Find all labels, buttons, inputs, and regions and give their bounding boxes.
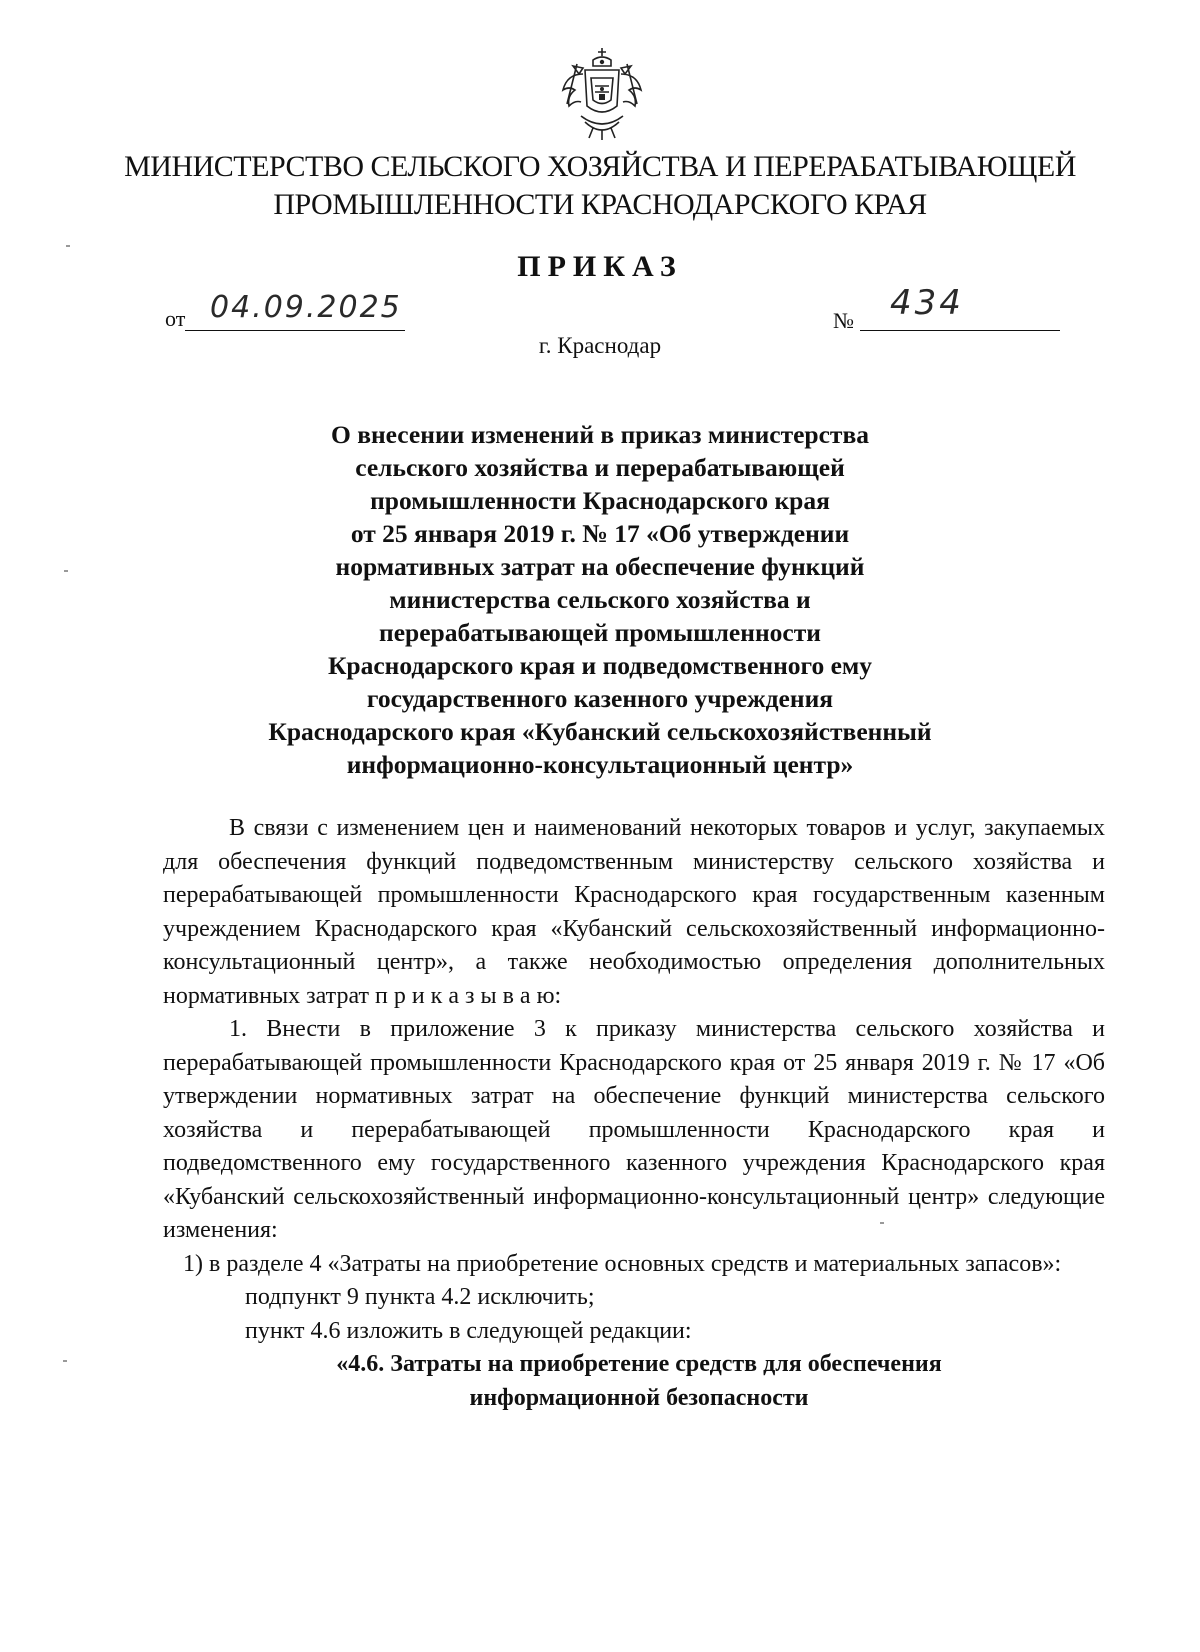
ministry-name-line2: ПРОМЫШЛЕННОСТИ КРАСНОДАРСКОГО КРАЯ (273, 188, 927, 221)
subitem-1a-paragraph: подпункт 9 пункта 4.2 исключить; (245, 1284, 595, 1310)
subitem-1b-paragraph: пункт 4.6 изложить в следующей редакции: (245, 1317, 692, 1344)
date-label: от (165, 306, 186, 331)
ministry-name (100, 148, 1100, 224)
scan-speck (63, 1360, 67, 1362)
date-underline (185, 330, 405, 331)
section-title-line2: информационной безопасности (469, 1384, 809, 1411)
item-1-paragraph: 1. Внести в приложение 3 к приказу министерства сельского хозяйства и перерабатывающей промышленности Краснодарского края от 25 января 2019 г. № 17 «Об утверждении нормативных затрат на обеспечение функций министерства сельского хозяйства и перерабатывающей промышленности Краснодарского края и подведомственного ему государственного казенного учреждения Краснодарского края «Кубанский сельскохозяйственный информационно-консультационный центр» следующие изменения: (163, 1016, 1105, 1243)
section-title-line1: «4.6. Затраты на приобретение средств для обеспечения (336, 1351, 942, 1377)
preamble-paragraph: В связи с изменением цен и наименований некоторых товаров и услуг, закупаемых для обеспечения функций подведомственным министерству сельского хозяйства и перерабатывающей промышленности Краснодарского края государственным казенным учреждением Краснодарского края «Кубанский сельскохозяйственный информационно-консультационный центр», а также необходимостью определения дополнительных нормативных затрат п р и к а з ы в а ю: (163, 815, 1105, 1009)
scan-speck (66, 245, 70, 247)
scan-speck (64, 570, 68, 572)
coat-of-arms-emblem (555, 44, 649, 144)
title-line: от 25 января 2019 г. № 17 «Об утверждении (350, 519, 850, 548)
title-line: государственного казенного учреждения (366, 684, 834, 713)
title-line: Краснодарского края и подведомственного ему (327, 651, 873, 680)
city-line: г. Краснодар (538, 333, 662, 358)
document-body (163, 812, 1105, 1415)
scan-speck (880, 1222, 884, 1224)
number-underline (860, 330, 1060, 331)
title-line: министерства сельского хозяйства и (389, 585, 811, 614)
title-line: промышленности Краснодарского края (370, 486, 830, 515)
subitem-1-paragraph: 1) в разделе 4 «Затраты на приобретение основных средств и материальных запасов»: (183, 1250, 1062, 1277)
title-line: перерабатывающей промышленности (379, 618, 821, 647)
title-line: нормативных затрат на обеспечение функций (335, 552, 865, 581)
handwritten-number: 434 (890, 283, 964, 323)
handwritten-date: 04.09.2025 (210, 290, 402, 325)
title-line: информационно-консультационный центр» (346, 750, 854, 779)
ministry-name-line1: МИНИСТЕРСТВО СЕЛЬСКОГО ХОЗЯЙСТВА И ПЕРЕРАБАТЫВАЮЩЕЙ (124, 150, 1076, 183)
title-line: сельского хозяйства и перерабатывающей (355, 453, 845, 482)
document-type-heading: ПРИКАЗ (517, 250, 683, 283)
document-title (220, 418, 980, 781)
title-line: О внесении изменений в приказ министерства (331, 420, 869, 449)
title-line: Краснодарского края «Кубанский сельскохозяйственный (268, 717, 932, 746)
number-label: № (833, 308, 854, 333)
